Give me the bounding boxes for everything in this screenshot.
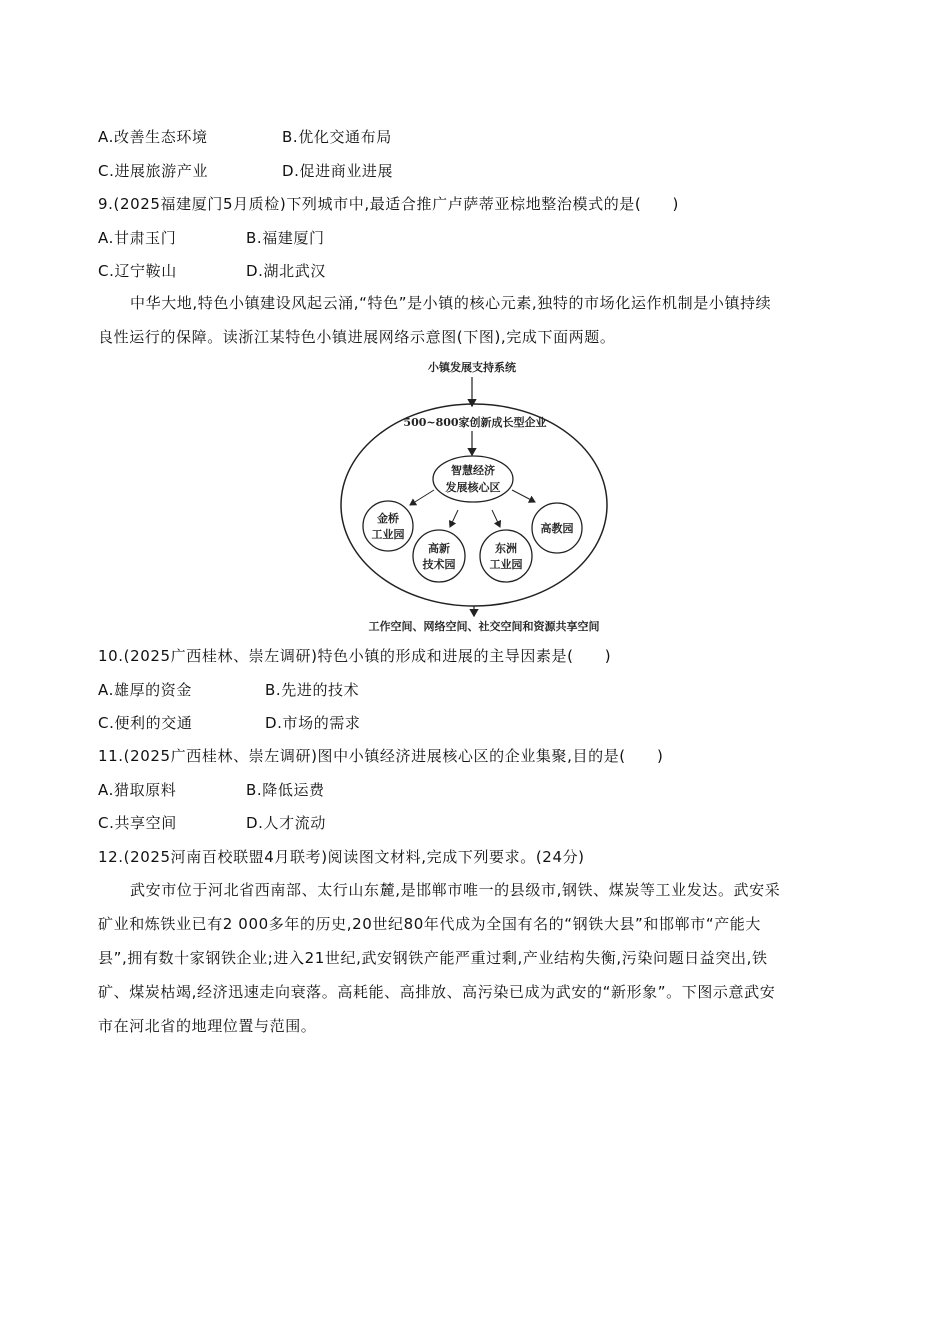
passage-town-line1: 中华大地,特色小镇建设风起云涌,“特色”是小镇的核心元素,独特的市场化运作机制是小镇持续 (130, 294, 772, 312)
q9-option-b: B.福建厦门 (246, 229, 325, 247)
q10-option-c: C.便利的交通 (98, 714, 193, 732)
passage-town-line2: 良性运行的保障。读浙江某特色小镇进展网络示意图(下图),完成下面两题。 (98, 328, 616, 346)
passage-wuan-line5: 市在河北省的地理位置与范围。 (98, 1017, 317, 1035)
park-jinqiao-line2: 工业园 (371, 528, 405, 541)
q9-option-c: C.辽宁鞍山 (98, 262, 177, 280)
q11-option-b: B.降低运费 (246, 781, 325, 799)
park-dongzhou-node (480, 530, 532, 582)
q11-option-a: A.猎取原料 (98, 781, 177, 799)
passage-wuan (98, 873, 846, 1043)
q11-option-d: D.人才流动 (246, 814, 326, 832)
q11-option-c: C.共享空间 (98, 814, 177, 832)
q10-option-d: D.市场的需求 (265, 714, 361, 732)
arrow-to-jinqiao (410, 490, 434, 505)
arrow-to-dongzhou (492, 510, 500, 527)
q9-option-a: A.甘肃玉门 (98, 229, 177, 247)
core-zone-line1: 智慧经济 (451, 464, 495, 477)
park-gaoxin-line1: 高新 (428, 542, 450, 555)
q11-stem: 11.(2025广西桂林、崇左调研)图中小镇经济进展核心区的企业集聚,目的是( ) (98, 747, 664, 765)
q8-option-b: B.优化交通布局 (282, 128, 392, 146)
diagram-enterprise-label: 500~800家创新成长型企业 (403, 416, 547, 429)
q12-stem: 12.(2025河南百校联盟4月联考)阅读图文材料,完成下列要求。(24分) (98, 848, 585, 866)
park-dongzhou-line2: 工业园 (489, 558, 523, 571)
q10-option-b: B.先进的技术 (265, 681, 360, 699)
park-gaoxin-node (413, 530, 465, 582)
passage-wuan-line4: 矿、煤炭枯竭,经济迅速走向衰落。高耗能、高排放、高污染已成为武安的“新形象”。下图示意武安 (98, 983, 776, 1001)
diagram-top-label: 小镇发展支持系统 (428, 361, 516, 374)
q8-option-d: D.促进商业进展 (282, 162, 394, 180)
diagram-bottom-label: 工作空间、网络空间、社交空间和资源共享空间 (368, 620, 600, 633)
park-gaojiao-label: 高教园 (540, 522, 574, 535)
park-jinqiao-node (363, 501, 413, 551)
arrow-to-gaojiao (512, 490, 535, 502)
park-gaoxin-line2: 技术园 (422, 558, 456, 571)
core-zone-node (433, 456, 513, 502)
q10-option-a: A.雄厚的资金 (98, 681, 192, 699)
arrow-to-gaoxin (450, 510, 458, 527)
q8-option-c: C.进展旅游产业 (98, 162, 209, 180)
park-dongzhou-line1: 东洲 (495, 542, 517, 555)
q8-option-a: A.改善生态环境 (98, 128, 208, 146)
q9-stem: 9.(2025福建厦门5月质检)下列城市中,最适合推广卢萨蒂亚棕地整治模式的是( ) (98, 195, 680, 213)
q10-stem: 10.(2025广西桂林、崇左调研)特色小镇的形成和进展的主导因素是( ) (98, 647, 612, 665)
passage-wuan-line2: 矿业和炼铁业已有2 000多年的历史,20世纪80年代成为全国有名的“钢铁大县”和邯郸市“产能大 (98, 915, 762, 933)
town-network-diagram (0, 0, 950, 650)
passage-wuan-line3: 县”,拥有数十家钢铁企业;进入21世纪,武安钢铁产能严重过剩,产业结构失衡,污染问题日益突出,铁 (98, 949, 768, 967)
park-jinqiao-line1: 金桥 (377, 512, 399, 525)
q9-option-d: D.湖北武汉 (246, 262, 326, 280)
core-zone-line2: 发展核心区 (445, 481, 501, 494)
passage-wuan-line1: 武安市位于河北省西南部、太行山东麓,是邯郸市唯一的县级市,钢铁、煤炭等工业发达。武安采 (130, 881, 781, 899)
